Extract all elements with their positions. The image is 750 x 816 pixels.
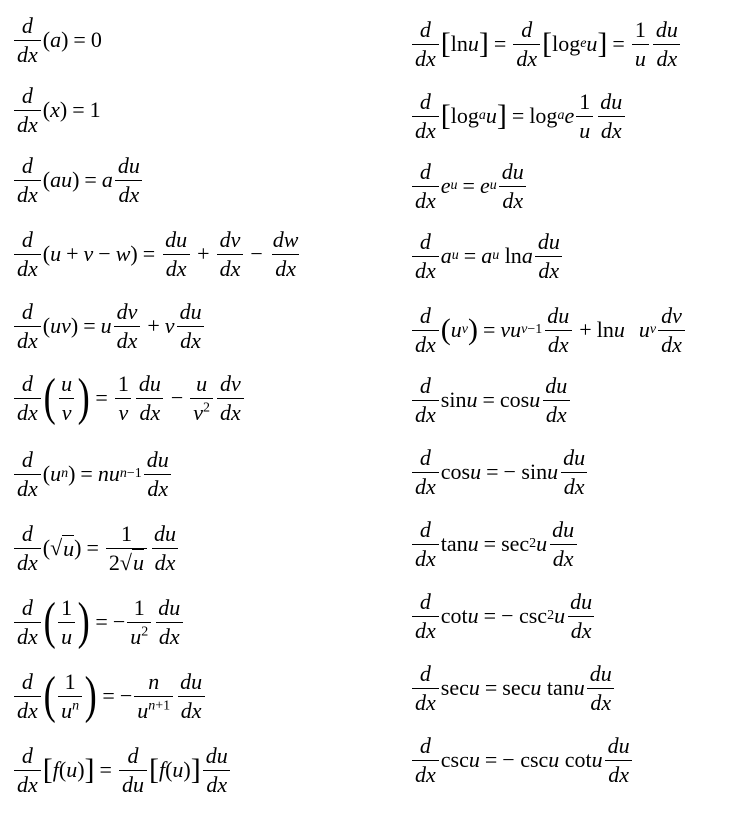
log-base-a-rule: $\frac{d}{dx}$ [ log a u ] = log a e $\frac{1}{u}$ $\frac{du}{dx}$ — [410, 80, 627, 152]
product-rule: $\frac{d}{dx}$ ( uv ) = u $\frac{dv}{dx}$ + v $\frac{du}{dx}$ — [12, 290, 207, 362]
square-root-rule: $\frac{d}{dx}$ (√ u ) = $\frac{1}{2√u}$ $\frac{du}{dx}$ — [12, 512, 181, 584]
exponential-a-rule: $\frac{d}{dx}$ a u = a u ln a $\frac{du}{dx}$ — [410, 220, 565, 292]
exponential-e-rule: $\frac{d}{dx}$ e u = e u $\frac{du}{dx}$ — [410, 150, 529, 222]
derivative-of-x: $\frac{d}{dx}$ ( x ) = 1 — [12, 74, 101, 146]
natural-log-rule: $\frac{d}{dx}$ [ ln u ] = $\frac{d}{dx}$ [ log e u ] = $\frac{1}{u}$ $\frac{du}{dx}$ — [410, 8, 683, 80]
secant-rule: $\frac{d}{dx}$ sec u = sec u tan u $\frac{du}{dx}$ — [410, 652, 617, 724]
cosine-rule: $\frac{d}{dx}$ cos u = − sin u $\frac{du}{dx}$ — [410, 436, 590, 508]
cotangent-rule: $\frac{d}{dx}$ cot u = − csc 2 u $\frac{du}{dx}$ — [410, 580, 597, 652]
tangent-rule: $\frac{d}{dx}$ tan u = sec 2 u $\frac{du}{dx}$ — [410, 508, 579, 580]
sine-rule: $\frac{d}{dx}$ sin u = cos u $\frac{du}{dx}$ — [410, 364, 572, 436]
power-rule: $\frac{d}{dx}$ ( u n ) = nu n−1 $\frac{du}{dx}$ — [12, 438, 174, 510]
derivative-of-constant: $\frac{d}{dx}$ ( a ) = 0 — [12, 4, 102, 76]
general-power-rule: $\frac{d}{dx}$ ( u v ) = vu v−1 $\frac{du}{dx}$ + ln u u v $\frac{dv}{dx}$ — [410, 294, 687, 366]
quotient-rule: $\frac{d}{dx}$ ( $\frac{u}{v}$ ) = $\frac{1}{v}$ $\frac{du}{dx}$ − $\frac{u}{v^2}$ $\frac{dv}{dx}$ — [12, 362, 246, 434]
chain-rule: $\frac{d}{dx}$ [ f ( u ) ] = $\frac{d}{du}$ [ f ( u ) ] $\frac{du}{dx}$ — [12, 734, 233, 806]
reciprocal-power-rule: $\frac{d}{dx}$ ( $\frac{1}{u^n}$ ) = − $\frac{n}{u^{n+1}}$ $\frac{du}{dx}$ — [12, 660, 207, 732]
sum-difference-rule: $\frac{d}{dx}$ ( u + v − w ) = $\frac{du}{dx}$ + $\frac{dv}{dx}$ − $\frac{dw}{dx}$ — [12, 218, 303, 290]
constant-multiple-rule: $\frac{d}{dx}$ ( au ) = a $\frac{du}{dx}$ — [12, 144, 145, 216]
cosecant-rule: $\frac{d}{dx}$ csc u = − csc u cot u $\frac{du}{dx}$ — [410, 724, 635, 796]
reciprocal-rule: $\frac{d}{dx}$ ( $\frac{1}{u}$ ) = − $\frac{1}{u^2}$ $\frac{du}{dx}$ — [12, 586, 185, 658]
